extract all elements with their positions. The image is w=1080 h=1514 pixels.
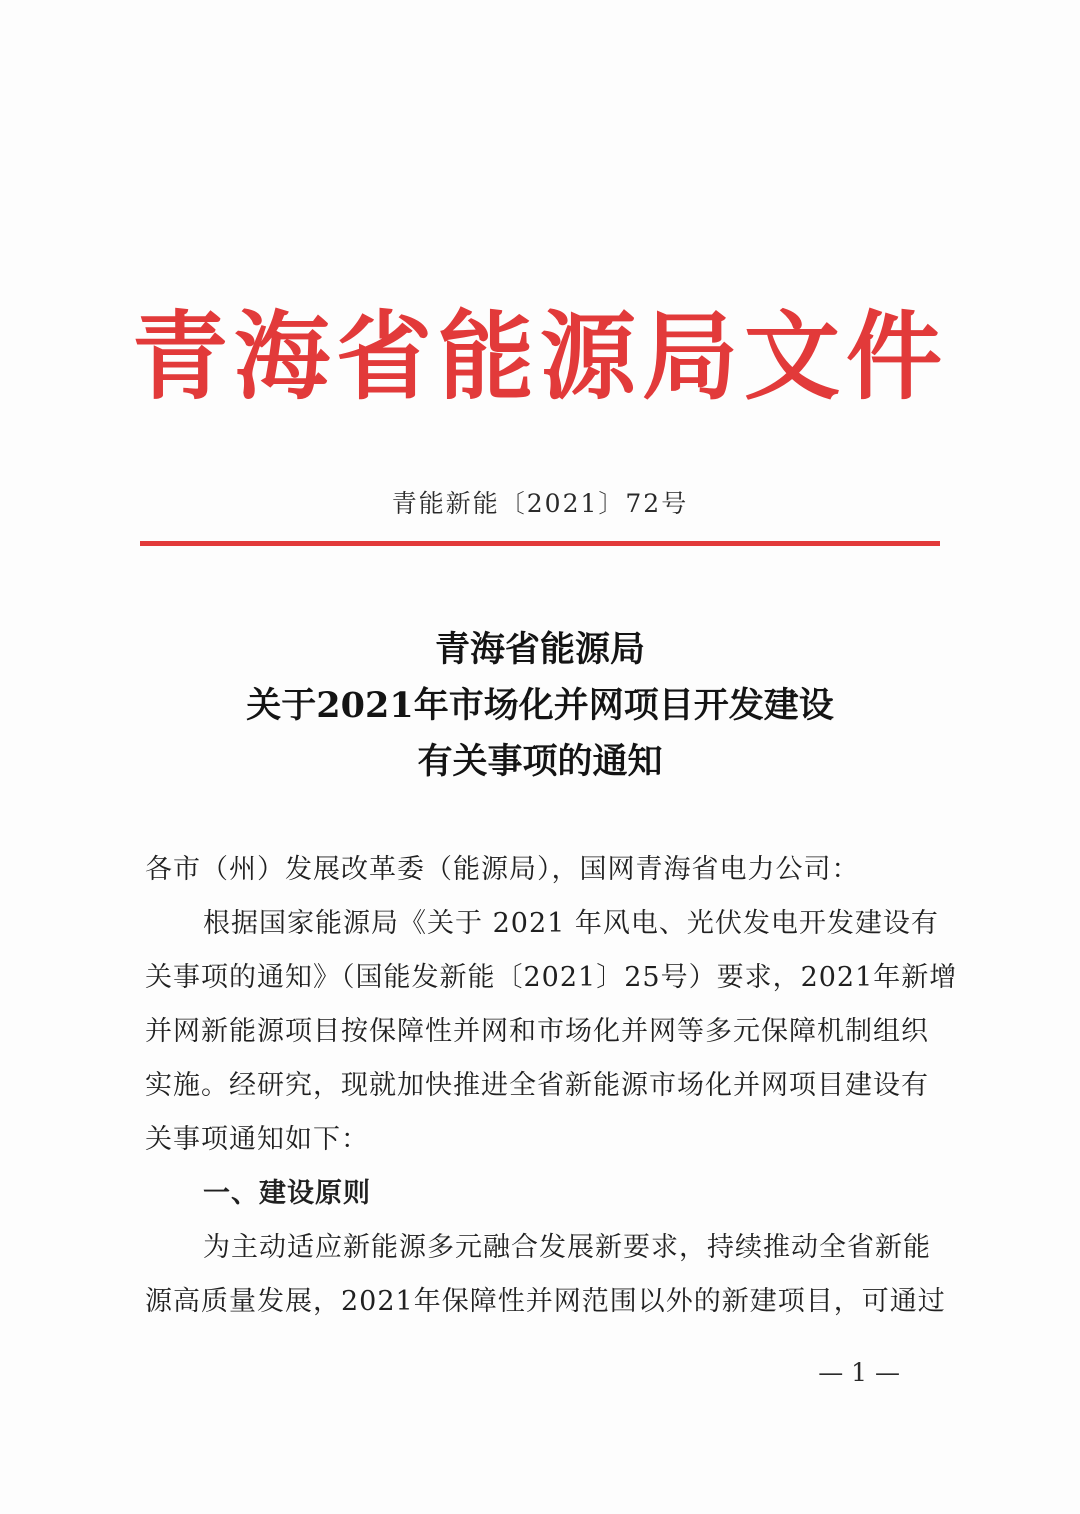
notice-title-line-1: 青海省能源局 (434, 629, 645, 670)
paragraph-1-line-5: 关事项通知如下： (145, 1124, 369, 1155)
notice-title-line-3: 有关事项的通知 (417, 741, 663, 782)
notice-title-line-2: 关于2021年市场化并网项目开发建设 (246, 685, 834, 726)
document-number: 青能新能〔2021〕72号 (391, 489, 689, 518)
section-1-heading: 一、建设原则 (203, 1178, 371, 1209)
document-body (145, 843, 958, 1329)
paragraph-2-line-2: 源高质量发展，2021年保障性并网范围以外的新建项目，可通过 (145, 1286, 946, 1317)
red-divider-line (140, 541, 940, 546)
paragraph-2-line-1: 为主动适应新能源多元融合发展新要求，持续推动全省新能 (203, 1232, 931, 1263)
paragraph-1-line-4: 实施。经研究，现就加快推进全省新能源市场化并网项目建设有 (145, 1070, 929, 1101)
paragraph-1-line-3: 并网新能源项目按保障性并网和市场化并网等多元保障机制组织 (145, 1016, 929, 1047)
paragraph-1-line-1: 根据国家能源局《关于 2021 年风电、光伏发电开发建设有 (203, 908, 939, 939)
document-header-title: 青海省能源局文件 (132, 301, 948, 413)
addressee-line: 各市（州）发展改革委（能源局），国网青海省电力公司： (145, 854, 860, 885)
paragraph-1-line-2: 关事项的通知》（国能发新能〔2021〕25号）要求，2021年新增 (145, 962, 958, 993)
notice-title (0, 622, 1080, 790)
page-number: — 1 — (818, 1358, 900, 1387)
